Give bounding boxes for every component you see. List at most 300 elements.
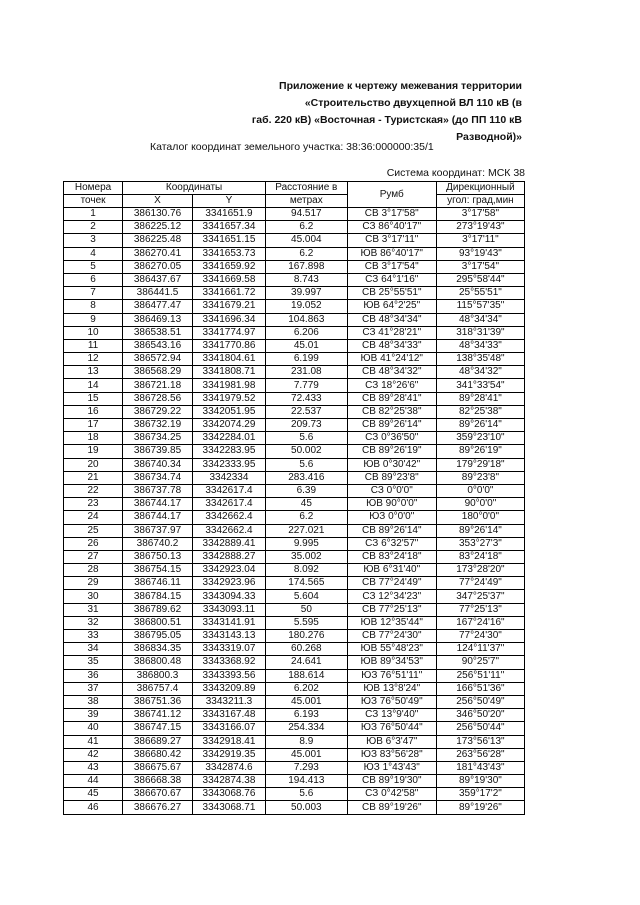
distance-cell: 6.193 [266,709,348,722]
point-number-cell: 1 [64,208,123,221]
distance-cell: 50.003 [266,801,348,814]
table-row [64,419,525,432]
distance-cell: 35.002 [266,550,348,563]
distance-cell: 5.6 [266,458,348,471]
angle-cell: 89°26'19" [436,445,524,458]
coordinate-system-label: Система координат: МСК 38 [386,167,525,179]
point-number-cell: 21 [64,471,123,484]
point-number-cell: 3 [64,234,123,247]
angle-cell: 256°50'49" [436,695,524,708]
angle-cell: 115°57'35" [436,300,524,313]
angle-cell: 181°43'43" [436,761,524,774]
rumb-cell: ЮЗ 76°50'49" [347,695,436,708]
x-cell: 386757.4 [123,682,193,695]
angle-cell: 3°17'54" [436,260,524,273]
point-number-cell: 9 [64,313,123,326]
heading-line: Приложение к чертежу межевания территории [279,80,522,92]
rumb-cell: СЗ 41°28'21" [347,326,436,339]
table-row [64,577,525,590]
point-number-cell: 26 [64,537,123,550]
catalog-title: Каталог координат земельного участка: 38:36:000000:35/1 [150,141,434,153]
y-cell: 3343166.07 [192,722,265,735]
x-cell: 386668.38 [123,775,193,788]
x-cell: 386734.25 [123,432,193,445]
y-cell: 3342888.27 [192,550,265,563]
distance-cell: 5.595 [266,616,348,629]
distance-cell: 39.997 [266,287,348,300]
point-number-cell: 36 [64,669,123,682]
x-cell: 386225.48 [123,234,193,247]
y-cell: 3342662.4 [192,524,265,537]
distance-cell: 6.39 [266,484,348,497]
y-cell: 3341669.58 [192,273,265,286]
point-number-cell: 27 [64,550,123,563]
distance-cell: 45.004 [266,234,348,247]
x-cell: 386740.34 [123,458,193,471]
x-cell: 386747.15 [123,722,193,735]
point-number-cell: 7 [64,287,123,300]
y-cell: 3341651.15 [192,234,265,247]
point-number-cell: 20 [64,458,123,471]
x-cell: 386741.12 [123,709,193,722]
y-cell: 3342923.04 [192,564,265,577]
angle-cell: 318°31'39" [436,326,524,339]
angle-cell: 3°17'58" [436,208,524,221]
y-cell: 3343209.89 [192,682,265,695]
angle-cell: 124°11'37" [436,643,524,656]
heading-line: габ. 220 кВ) «Восточная - Туристская» (до ПП 110 кВ [251,114,522,126]
table-row [64,695,525,708]
point-number-cell: 38 [64,695,123,708]
angle-cell: 48°34'32" [436,366,524,379]
rumb-cell: ЮВ 89°34'53" [347,656,436,669]
table-row [64,564,525,577]
angle-cell: 173°28'20" [436,564,524,577]
table-row [64,616,525,629]
rumb-cell: СЗ 13°9'40" [347,709,436,722]
distance-cell: 19.052 [266,300,348,313]
y-cell: 3341651.9 [192,208,265,221]
y-cell: 3341808.71 [192,366,265,379]
angle-cell: 48°34'34" [436,313,524,326]
table-row [64,761,525,774]
rumb-cell: ЮЗ 76°51'11" [347,669,436,682]
rumb-cell: СВ 48°34'34" [347,313,436,326]
distance-cell: 209.73 [266,419,348,432]
distance-cell: 7.779 [266,379,348,392]
rumb-cell: СВ 77°24'30" [347,630,436,643]
document-heading [192,78,522,146]
table-row [64,537,525,550]
header-point-number: Номера [64,182,123,195]
header-distance: Расстояние в [266,182,348,195]
y-cell: 3341679.21 [192,300,265,313]
table-row [64,260,525,273]
table-row [64,300,525,313]
table-row [64,234,525,247]
table-row [64,603,525,616]
y-cell: 3341657.34 [192,221,265,234]
y-cell: 3342662.4 [192,511,265,524]
x-cell: 386676.27 [123,801,193,814]
y-cell: 3341770.86 [192,339,265,352]
angle-cell: 359°23'10" [436,432,524,445]
x-cell: 386744.17 [123,511,193,524]
rumb-cell: СВ 48°34'32" [347,366,436,379]
y-cell: 3343141.91 [192,616,265,629]
angle-cell: 77°24'30" [436,630,524,643]
angle-cell: 359°17'2" [436,788,524,801]
y-cell: 3341696.34 [192,313,265,326]
rumb-cell: ЮВ 12°35'44" [347,616,436,629]
x-cell: 386469.13 [123,313,193,326]
x-cell: 386834.35 [123,643,193,656]
table-row [64,287,525,300]
header-direction-angle-2: угол: град,мин [436,195,524,208]
x-cell: 386728.56 [123,392,193,405]
angle-cell: 89°26'14" [436,419,524,432]
angle-cell: 179°29'18" [436,458,524,471]
x-cell: 386732.19 [123,419,193,432]
header-point-number-2: точек [64,195,123,208]
point-number-cell: 25 [64,524,123,537]
point-number-cell: 4 [64,247,123,260]
table-row [64,524,525,537]
x-cell: 386734.74 [123,471,193,484]
rumb-cell: ЮВ 86°40'17" [347,247,436,260]
table-row [64,709,525,722]
distance-cell: 174.565 [266,577,348,590]
table-row [64,247,525,260]
y-cell: 3343167.48 [192,709,265,722]
rumb-cell: ЮВ 0°30'42" [347,458,436,471]
y-cell: 3343068.71 [192,801,265,814]
angle-cell: 25°55'51" [436,287,524,300]
distance-cell: 6.2 [266,221,348,234]
distance-cell: 5.6 [266,432,348,445]
point-number-cell: 42 [64,748,123,761]
header-x: X [123,195,193,208]
table-row [64,590,525,603]
rumb-cell: ЮВ 41°24'12" [347,353,436,366]
angle-cell: 3°17'11" [436,234,524,247]
distance-cell: 6.2 [266,247,348,260]
rumb-cell: СЗ 0°36'50" [347,432,436,445]
rumb-cell: ЮЗ 1°43'43" [347,761,436,774]
rumb-cell: СВ 3°17'11" [347,234,436,247]
y-cell: 3342923.96 [192,577,265,590]
angle-cell: 93°19'43" [436,247,524,260]
distance-cell: 231.08 [266,366,348,379]
point-number-cell: 16 [64,405,123,418]
angle-cell: 83°24'18" [436,550,524,563]
x-cell: 386538.51 [123,326,193,339]
rumb-cell: СВ 82°25'38" [347,405,436,418]
point-number-cell: 18 [64,432,123,445]
point-number-cell: 12 [64,353,123,366]
y-cell: 3342919.35 [192,748,265,761]
angle-cell: 89°28'41" [436,392,524,405]
angle-cell: 89°23'8" [436,471,524,484]
angle-cell: 295°58'44" [436,273,524,286]
rumb-cell: СВ 89°26'14" [347,524,436,537]
header-y: Y [192,195,265,208]
distance-cell: 167.898 [266,260,348,273]
distance-cell: 6.2 [266,511,348,524]
table-header-row [64,195,525,208]
table-row [64,392,525,405]
angle-cell: 89°19'30" [436,775,524,788]
table-row [64,498,525,511]
distance-cell: 8.9 [266,735,348,748]
x-cell: 386568.29 [123,366,193,379]
rumb-cell: СЗ 12°34'23" [347,590,436,603]
distance-cell: 60.268 [266,643,348,656]
x-cell: 386721.18 [123,379,193,392]
y-cell: 3342333.95 [192,458,265,471]
angle-cell: 256°51'11" [436,669,524,682]
table-row [64,458,525,471]
distance-cell: 24.641 [266,656,348,669]
angle-cell: 138°35'48" [436,353,524,366]
rumb-cell: СЗ 0°0'0" [347,484,436,497]
x-cell: 386800.48 [123,656,193,669]
x-cell: 386737.97 [123,524,193,537]
x-cell: 386784.15 [123,590,193,603]
x-cell: 386543.16 [123,339,193,352]
table-row [64,366,525,379]
point-number-cell: 33 [64,630,123,643]
distance-cell: 45.01 [266,339,348,352]
table-row [64,326,525,339]
point-number-cell: 29 [64,577,123,590]
rumb-cell: СЗ 0°42'58" [347,788,436,801]
distance-cell: 188.614 [266,669,348,682]
point-number-cell: 28 [64,564,123,577]
rumb-cell: СВ 89°28'41" [347,392,436,405]
y-cell: 3343143.13 [192,630,265,643]
distance-cell: 45.001 [266,695,348,708]
table-row [64,735,525,748]
x-cell: 386270.05 [123,260,193,273]
y-cell: 3341774.97 [192,326,265,339]
distance-cell: 45 [266,498,348,511]
x-cell: 386437.67 [123,273,193,286]
angle-cell: 347°25'37" [436,590,524,603]
y-cell: 3343094.33 [192,590,265,603]
angle-cell: 167°24'16" [436,616,524,629]
table-row [64,643,525,656]
distance-cell: 22.537 [266,405,348,418]
y-cell: 3343068.76 [192,788,265,801]
rumb-cell: СЗ 86°40'17" [347,221,436,234]
table-row [64,432,525,445]
table-row [64,471,525,484]
table-row [64,801,525,814]
angle-cell: 82°25'38" [436,405,524,418]
y-cell: 3341659.92 [192,260,265,273]
angle-cell: 77°25'13" [436,603,524,616]
point-number-cell: 31 [64,603,123,616]
distance-cell: 9.995 [266,537,348,550]
point-number-cell: 6 [64,273,123,286]
y-cell: 3341979.52 [192,392,265,405]
y-cell: 3343211.3 [192,695,265,708]
x-cell: 386670.67 [123,788,193,801]
rumb-cell: СВ 89°23'8" [347,471,436,484]
rumb-cell: СВ 77°25'13" [347,603,436,616]
point-number-cell: 17 [64,419,123,432]
angle-cell: 89°19'26" [436,801,524,814]
y-cell: 3342617.4 [192,498,265,511]
x-cell: 386740.2 [123,537,193,550]
rumb-cell: ЮВ 6°31'40" [347,564,436,577]
angle-cell: 90°0'0" [436,498,524,511]
distance-cell: 50 [266,603,348,616]
y-cell: 3342283.95 [192,445,265,458]
point-number-cell: 39 [64,709,123,722]
distance-cell: 283.416 [266,471,348,484]
x-cell: 386680.42 [123,748,193,761]
point-number-cell: 22 [64,484,123,497]
y-cell: 3342284.01 [192,432,265,445]
rumb-cell: СВ 83°24'18" [347,550,436,563]
rumb-cell: ЮВ 64°2'25" [347,300,436,313]
rumb-cell: ЮЗ 83°56'28" [347,748,436,761]
y-cell: 3342918.41 [192,735,265,748]
point-number-cell: 2 [64,221,123,234]
y-cell: 3341653.73 [192,247,265,260]
distance-cell: 8.092 [266,564,348,577]
x-cell: 386800.3 [123,669,193,682]
distance-cell: 194.413 [266,775,348,788]
angle-cell: 173°56'13" [436,735,524,748]
table-row [64,722,525,735]
angle-cell: 89°26'14" [436,524,524,537]
x-cell: 386270.41 [123,247,193,260]
point-number-cell: 24 [64,511,123,524]
y-cell: 3341981.98 [192,379,265,392]
table-row [64,313,525,326]
point-number-cell: 14 [64,379,123,392]
angle-cell: 273°19'43" [436,221,524,234]
rumb-cell: ЮЗ 76°50'44" [347,722,436,735]
distance-cell: 7.293 [266,761,348,774]
table-row [64,339,525,352]
y-cell: 3342617.4 [192,484,265,497]
point-number-cell: 45 [64,788,123,801]
angle-cell: 48°34'33" [436,339,524,352]
distance-cell: 8.743 [266,273,348,286]
point-number-cell: 40 [64,722,123,735]
x-cell: 386737.78 [123,484,193,497]
table-row [64,788,525,801]
table-row [64,550,525,563]
angle-cell: 341°33'54" [436,379,524,392]
rumb-cell: СВ 3°17'54" [347,260,436,273]
rumb-cell: ЮВ 13°8'24" [347,682,436,695]
table-row [64,379,525,392]
point-number-cell: 10 [64,326,123,339]
point-number-cell: 11 [64,339,123,352]
y-cell: 3342334 [192,471,265,484]
x-cell: 386789.62 [123,603,193,616]
rumb-cell: СВ 77°24'49" [347,577,436,590]
distance-cell: 254.334 [266,722,348,735]
point-number-cell: 41 [64,735,123,748]
distance-cell: 227.021 [266,524,348,537]
y-cell: 3342051.95 [192,405,265,418]
point-number-cell: 46 [64,801,123,814]
angle-cell: 77°24'49" [436,577,524,590]
rumb-cell: СВ 25°55'51" [347,287,436,300]
rumb-cell: СВ 89°19'30" [347,775,436,788]
x-cell: 386675.67 [123,761,193,774]
distance-cell: 72.433 [266,392,348,405]
distance-cell: 6.199 [266,353,348,366]
x-cell: 386477.47 [123,300,193,313]
table-header-row [64,182,525,195]
rumb-cell: СЗ 18°26'6" [347,379,436,392]
table-row [64,748,525,761]
y-cell: 3343393.56 [192,669,265,682]
y-cell: 3343368.92 [192,656,265,669]
table-row [64,208,525,221]
x-cell: 386130.76 [123,208,193,221]
point-number-cell: 5 [64,260,123,273]
rumb-cell: СЗ 6°32'57" [347,537,436,550]
x-cell: 386746.11 [123,577,193,590]
coordinates-table [63,181,525,815]
table-row [64,484,525,497]
rumb-cell: СВ 89°26'19" [347,445,436,458]
point-number-cell: 32 [64,616,123,629]
table-row [64,682,525,695]
distance-cell: 180.276 [266,630,348,643]
angle-cell: 256°50'44" [436,722,524,735]
x-cell: 386729.22 [123,405,193,418]
x-cell: 386572.94 [123,353,193,366]
angle-cell: 346°50'20" [436,709,524,722]
x-cell: 386739.85 [123,445,193,458]
x-cell: 386751.36 [123,695,193,708]
distance-cell: 104.863 [266,313,348,326]
table-row [64,405,525,418]
point-number-cell: 35 [64,656,123,669]
y-cell: 3342074.29 [192,419,265,432]
distance-cell: 5.604 [266,590,348,603]
angle-cell: 0°0'0" [436,484,524,497]
distance-cell: 45.001 [266,748,348,761]
rumb-cell: ЮВ 55°48'23" [347,643,436,656]
table-row [64,221,525,234]
distance-cell: 94.517 [266,208,348,221]
point-number-cell: 30 [64,590,123,603]
angle-cell: 90°25'7" [436,656,524,669]
x-cell: 386754.15 [123,564,193,577]
y-cell: 3342889.41 [192,537,265,550]
distance-cell: 5.6 [266,788,348,801]
header-rumb: Румб [347,182,436,208]
x-cell: 386689.27 [123,735,193,748]
header-distance-2: метрах [266,195,348,208]
point-number-cell: 37 [64,682,123,695]
x-cell: 386800.51 [123,616,193,629]
header-direction-angle: Дирекционный [436,182,524,195]
x-cell: 386744.17 [123,498,193,511]
heading-line: Разводной)» [456,131,522,143]
rumb-cell: ЮЗ 0°0'0" [347,511,436,524]
